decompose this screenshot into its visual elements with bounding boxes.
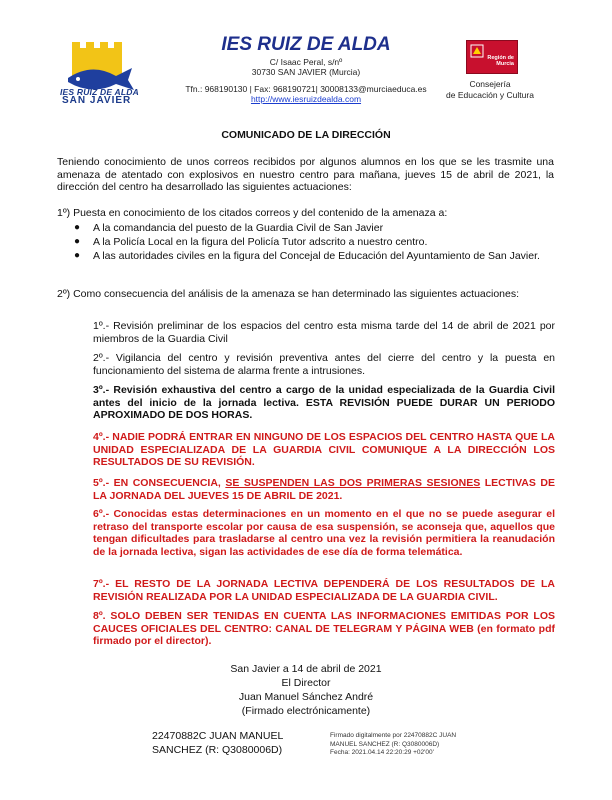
digital-signature-detail: MANUEL SANCHEZ (R: Q3080006D) [330,740,440,748]
address-street: C/ Isaac Peral, s/nº [269,57,343,67]
action-3: 3º.- Revisión exhaustiva del centro a cargo de la unidad especializada de la Guardia Civil antes del inicio de la jornada lectiva. ESTA REVISIÓN PUEDE DURAR UN PERIODO APROXIMADO DE DOS HORAS. [93,384,555,421]
contact-info: Tfn.: 968190130 | Fax: 968190721| 30008133@murciaeduca.es [185,84,427,94]
region-label: Región de Murcia [487,55,514,67]
action-8: 8º. SOLO DEBEN SER TENIDAS EN CUENTA LAS INFORMACIONES EMITIDAS POR LOS CAUCES OFICIALES DEL CENTRO: CANAL DE TELEGRAM Y PÁGINA WEB (en formato pdf firmado por el director). [93,610,555,647]
action-2: 2º.- Vigilancia del centro y revisión preventiva antes del cierre del centro y la puesta en funcionamiento del sistema de alarma frente a intrusiones. [93,352,555,377]
point-2: 2º) Como consecuencia del análisis de la amenaza se han determinado las siguientes actuaciones: [57,288,520,300]
bullet-dot: ● [74,222,81,233]
logo-text-top: IES RUIZ DE ALDA [60,87,139,97]
digital-signature-date: Fecha: 2021.04.14 22:20:29 +02'00' [330,749,434,756]
signer-role: El Director [281,677,331,689]
bullet-item: A la Policía Local en la figura del Policía Tutor adscrito a nuestro centro. [93,236,428,248]
school-title: IES RUIZ DE ALDA [221,34,391,55]
address-city: 30730 SAN JAVIER (Murcia) [251,67,361,77]
action-4: 4º.- NADIE PODRÁ ENTRAR EN NINGUNO DE LOS ESPACIOS DEL CENTRO HASTA QUE LA UNIDAD ESPECIALIZADA DE LA GUARDIA CIVIL COMUNIQUE A LA DIRECCIÓN LOS RESULTADOS DE SU REVISIÓN. [93,431,555,468]
consejeria-line1: Consejería [469,79,511,89]
bullet-item: A la comandancia del puesto de la Guardia Civil de San Javier [93,222,384,234]
intro-paragraph: Teniendo conocimiento de unos correos recibidos por algunos alumnos en los que se les trasmite una amenaza de atentado con explosivos en nuestro centro para mañana, jueves 15 de abril de 2021, la dirección del centro ha desarrollado las siguientes actuaciones: [57,156,554,193]
digital-signature-details [330,732,500,758]
digital-signature-name [152,730,312,757]
signature-note: (Firmado electrónicamente) [241,705,371,717]
digital-signature-detail: Firmado digitalmente por 22470882C JUAN [330,732,457,739]
point-1: 1º) Puesta en conocimiento de los citados correos y del contenido de la amenaza a: [57,207,448,219]
digital-signature-line1: 22470882C JUAN MANUEL [152,730,284,742]
website-link[interactable]: http://www.iesruizdealda.com [250,94,362,104]
action-5 [93,477,555,502]
document-heading: COMUNICADO DE LA DIRECCIÓN [221,129,391,141]
place-date: San Javier a 14 de abril de 2021 [230,663,382,675]
bullet-item: A las autoridades civiles en la figura del Concejal de Educación del Ayuntamiento de San Javier. [93,250,540,262]
action-7: 7º.- EL RESTO DE LA JORNADA LECTIVA DEPENDERÁ DE LOS RESULTADOS DE LA REVISIÓN REALIZADA POR LA UNIDAD ESPECIALIZADA DE LA GUARDIA CIVIL. [93,578,555,603]
signer-name: Juan Manuel Sánchez André [238,691,374,703]
digital-signature-line2: SANCHEZ (R: Q3080006D) [152,743,283,756]
consejeria-line2: de Educación y Cultura [446,90,534,100]
bullet-dot: ● [74,250,81,261]
action-5-rest: LECTIVAS DE LA JORNADA DEL JUEVES 15 DE ABRIL DE 2021. [93,477,555,502]
action-6: 6º.- Conocidas estas determinaciones en un momento en el que no se puede asegurar el retraso del transporte escolar por causa de esa suspensión, se aconseja que, aquellos que tengan dificultades para trasladarse al centro una vez la revisión permitiera la reanudación de la jornada lectiva, sigan las actividades de ese día de forma telemática. [93,508,555,558]
consejeria-label [440,79,540,101]
bullet-dot: ● [74,236,81,247]
action-5-intro: 5º.- EN CONSECUENCIA, [93,477,226,489]
action-1: 1º.- Revisión preliminar de los espacios del centro esta misma tarde del 14 de abril de 2021 por miembros de la Guardia Civil [93,320,555,345]
action-5-underlined: SE SUSPENDEN LAS DOS PRIMERAS SESIONES [225,477,481,489]
logo-text-bottom: SAN JAVIER [62,95,132,106]
